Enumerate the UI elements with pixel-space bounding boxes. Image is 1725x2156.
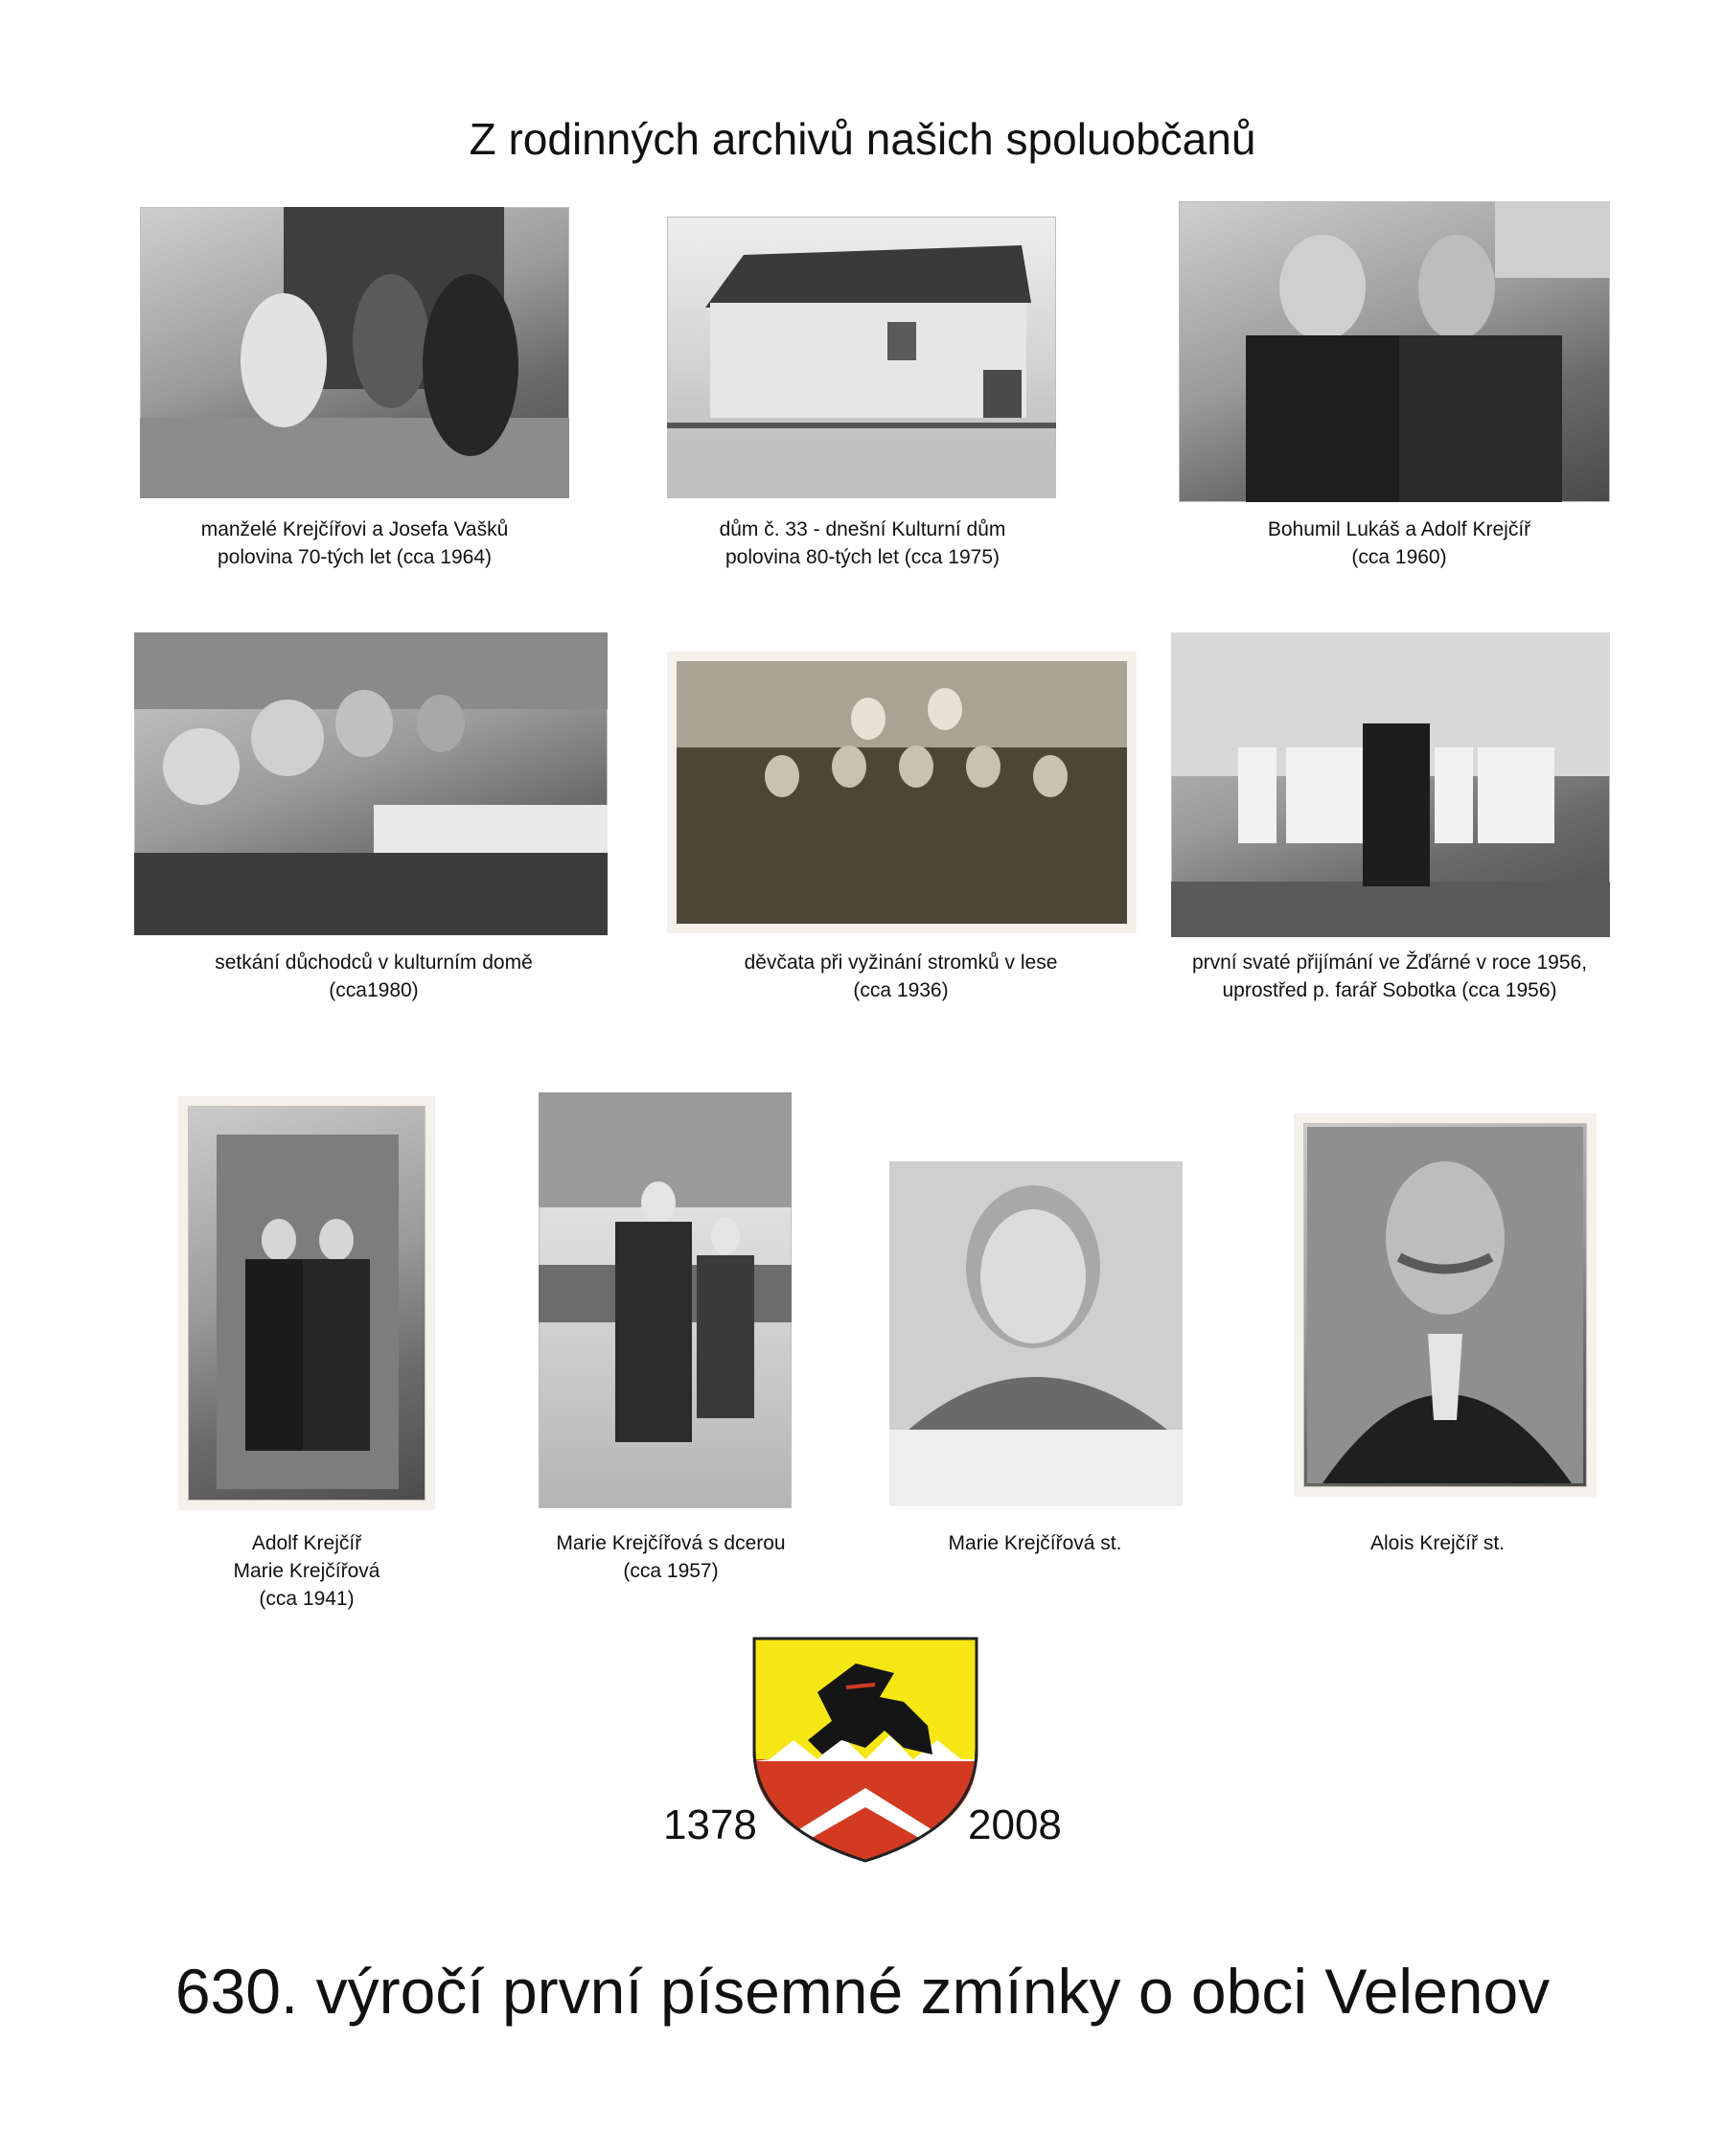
photo-first-communion — [1171, 632, 1610, 937]
page-title: Z rodinných archivů našich spoluobčanů — [469, 114, 1256, 164]
anniversary-title: 630. výročí první písemné zmínky o obci Velenov — [174, 1956, 1551, 2027]
photo-caption: setkání důchodců v kulturním domě (cca1980) — [215, 952, 533, 1001]
photo-couple-door — [178, 1096, 435, 1510]
photo-portrait-woman — [889, 1161, 1183, 1506]
photo-family-couple — [140, 207, 569, 498]
crest-year-right: 2008 — [968, 1801, 1062, 1848]
photo-portrait-man — [1294, 1113, 1597, 1497]
photo-house-33 — [667, 217, 1056, 498]
horse-coat-of-arms-icon — [750, 1635, 980, 1865]
photo-caption: děvčata při vyžinání stromků v lese (cca 1936) — [744, 952, 1058, 1001]
photo-caption: Marie Krejčířová st. — [948, 1532, 1122, 1554]
photo-two-men — [1179, 201, 1610, 502]
photo-caption: Adolf Krejčíř Marie Krejčířová (cca 1941) — [233, 1532, 380, 1610]
photo-seniors-meeting — [134, 632, 608, 935]
photo-girls-forest — [667, 652, 1137, 933]
photo-caption: Bohumil Lukáš a Adolf Krejčíř (cca 1960) — [1267, 518, 1531, 568]
photo-caption: dům č. 33 - dnešní Kulturní dům polovina 80-tých let (cca 1975) — [719, 518, 1006, 568]
photo-mother-daughter — [539, 1092, 792, 1508]
photo-caption: první svaté přijímání ve Žďárné v roce 1956, uprostřed p. farář Sobotka (cca 1956) — [1191, 952, 1588, 1001]
crest-year-left: 1378 — [663, 1801, 757, 1848]
photo-caption: Alois Krejčíř st. — [1369, 1532, 1506, 1554]
photo-caption: Marie Krejčířová s dcerou (cca 1957) — [556, 1532, 786, 1582]
photo-caption: manželé Krejčířovi a Josefa Vašků polovina 70-tých let (cca 1964) — [200, 518, 509, 568]
